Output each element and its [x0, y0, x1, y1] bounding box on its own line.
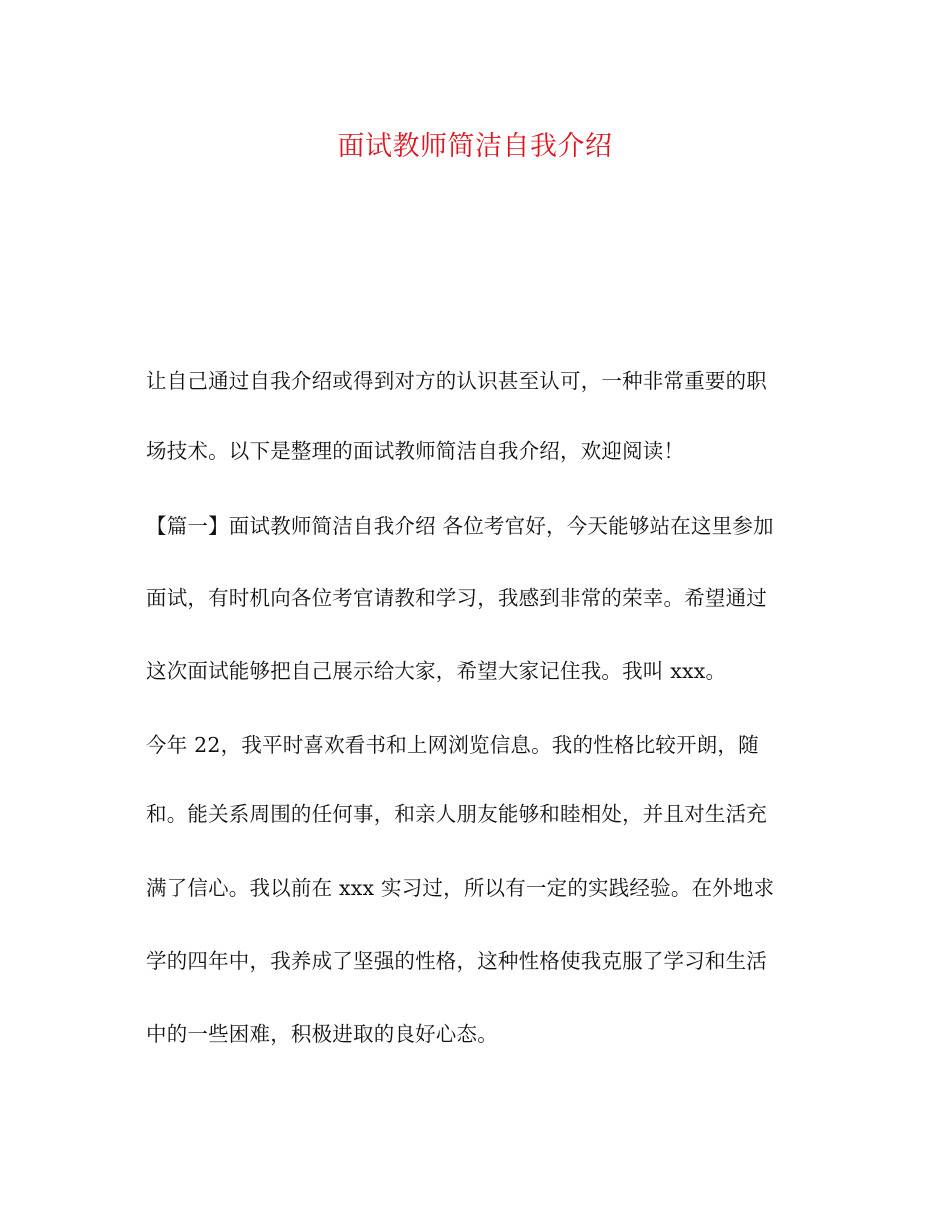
body-line: 中的一些困难，积极进取的良好心态。 [146, 1022, 498, 1046]
body-line: 这次面试能够把自己展示给大家，希望大家记住我。我叫 xxx。 [146, 659, 727, 683]
body-line: 学的四年中，我养成了坚强的性格，这种性格使我克服了学习和生活 [146, 949, 767, 973]
body-line: 面试，有时机向各位考官请教和学习，我感到非常的荣幸。希望通过 [146, 586, 767, 610]
body-line: 和。能关系周围的任何事，和亲人朋友能够和睦相处，并且对生活充 [146, 802, 767, 826]
body-line: 满了信心。我以前在 xxx 实习过，所以有一定的实践经验。在外地求 [146, 876, 775, 900]
body-line: 让自己通过自我介绍或得到对方的认识甚至认可，一种非常重要的职 [146, 369, 767, 393]
document-title: 面试教师简洁自我介绍 [337, 131, 613, 162]
body-line: 今年 22，我平时喜欢看书和上网浏览信息。我的性格比较开朗，随 [146, 733, 759, 757]
body-line: 场技术。以下是整理的面试教师简洁自我介绍，欢迎阅读！ [146, 439, 685, 463]
body-line: 【篇一】面试教师简洁自我介绍 各位考官好，今天能够站在这里参加 [146, 514, 774, 538]
